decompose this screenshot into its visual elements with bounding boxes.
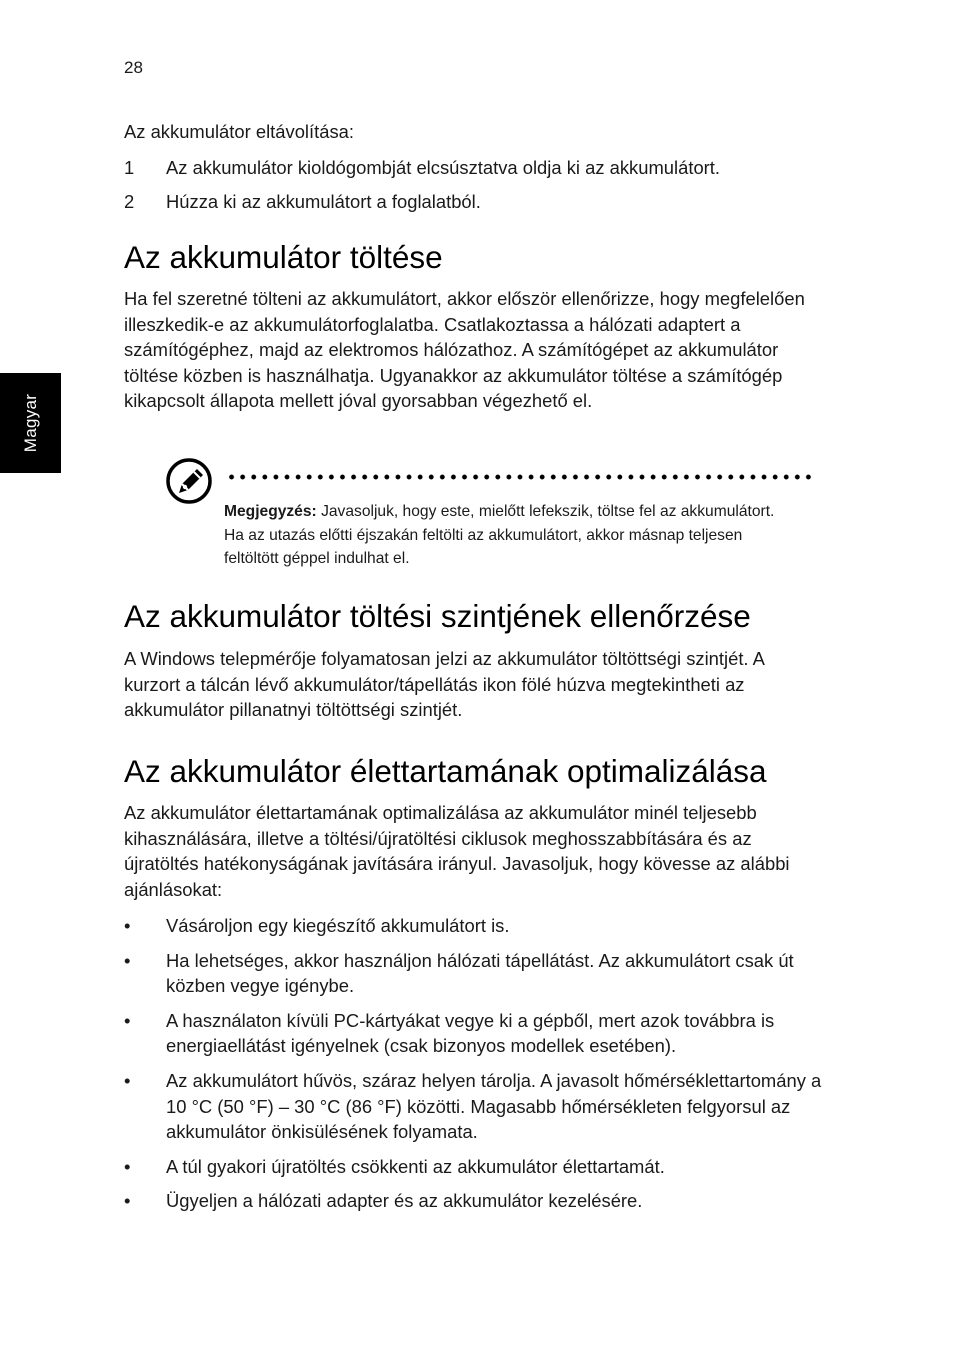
list-item bbox=[124, 913, 824, 939]
list-item bbox=[124, 1068, 824, 1145]
life-paragraph: Az akkumulátor élettartamának optimalizálása az akkumulátor minél teljesebb kihasználására, illetve a töltési/újratöltési ciklusok meghosszabbítására és az újratöltés hatékonyságának javítására irányul. Javasoljuk, hogy kövesse az alábbi ajánlásokat: bbox=[124, 802, 790, 900]
level-heading: Az akkumulátor töltési szintjének ellenőrzése bbox=[124, 598, 751, 634]
removal-intro: Az akkumulátor eltávolítása: bbox=[124, 121, 354, 142]
step-number: 2 bbox=[124, 191, 135, 212]
bullet-text: A használaton kívüli PC-kártyákat vegye ki a gépből, mert azok továbbra is energiaellátást igényelnek (csak bizonyos modellek esetében). bbox=[166, 1009, 775, 1057]
step-text: Az akkumulátor kioldógombját elcsúsztatva oldja ki az akkumulátort. bbox=[166, 157, 721, 178]
charging-paragraph: Ha fel szeretné tölteni az akkumulátort, akkor először ellenőrizze, hogy megfelelően illeszkedik-e az akkumulátorfoglalatba. Csatlakoztassa a hálózati adaptert a számítógéphez, majd az elektromos hálózathoz. A számítógépet az akkumulátor töltése közben is használhatja. Ugyanakkor az akkumulátor töltése a számítógép kikapcsolt állapota mellett jóval gyorsabban végezhető el. bbox=[124, 288, 805, 412]
step-text: Húzza ki az akkumulátort a foglalatból. bbox=[166, 191, 481, 212]
bullet-text: Ügyeljen a hálózati adapter és az akkumulátor kezelésére. bbox=[166, 1190, 643, 1212]
step-number: 1 bbox=[124, 157, 135, 178]
bullet-icon: • bbox=[124, 915, 131, 936]
note-text bbox=[224, 500, 784, 571]
bullet-icon: • bbox=[124, 1190, 131, 1212]
level-paragraph: A Windows telepmérője folyamatosan jelzi az akkumulátor töltöttségi szintjét. A kurzort a tálcán lévő akkumulátor/tápellátás ikon fölé húzva megtekintheti az akkumulátor pillanatnyi töltöttségi szintjét. bbox=[124, 648, 764, 721]
note-label: Megjegyzés: bbox=[224, 503, 317, 520]
list-item bbox=[124, 1008, 824, 1059]
bullet-icon: • bbox=[124, 1069, 131, 1091]
language-side-tab bbox=[0, 373, 61, 473]
page-number: 28 bbox=[124, 58, 143, 77]
bullet-text: Vásároljon egy kiegészítő akkumulátort is. bbox=[166, 915, 510, 936]
bullet-text: Az akkumulátort hűvös, száraz helyen tárolja. A javasolt hőmérséklettartomány a 10 °C (50 °F) – 30 °C (86 °F) közötti. Magasabb hőmérsékleten felgyorsul az akkumulátor önkisülésének folyamata. bbox=[166, 1069, 822, 1143]
removal-step bbox=[124, 189, 824, 223]
bullet-icon: • bbox=[124, 1155, 131, 1177]
bullet-text: Ha lehetséges, akkor használjon hálózati tápellátást. Az akkumulátort csak út közben vegye igénybe. bbox=[166, 949, 794, 997]
list-item bbox=[124, 1154, 824, 1180]
list-item bbox=[124, 948, 824, 999]
removal-step bbox=[124, 155, 824, 189]
note-dotted-rule bbox=[226, 474, 812, 480]
removal-steps bbox=[124, 155, 824, 223]
list-item bbox=[124, 1188, 824, 1214]
side-tab-label: Magyar bbox=[20, 393, 40, 453]
bullet-icon: • bbox=[124, 949, 131, 971]
bullet-icon: • bbox=[124, 1009, 131, 1031]
pen-note-icon bbox=[166, 457, 214, 505]
charging-heading: Az akkumulátor töltése bbox=[124, 239, 443, 275]
life-heading: Az akkumulátor élettartamának optimalizálása bbox=[124, 753, 767, 789]
bullet-text: A túl gyakori újratöltés csökkenti az akkumulátor élettartamát. bbox=[166, 1155, 665, 1177]
note-body: Javasoljuk, hogy este, mielőtt lefekszik, töltse fel az akkumulátort. Ha az utazás előtti éjszakán feltölti az akkumulátort, akkor másnap teljesen feltöltött géppel indulhat el. bbox=[224, 503, 775, 567]
life-recommendations bbox=[124, 913, 824, 1223]
